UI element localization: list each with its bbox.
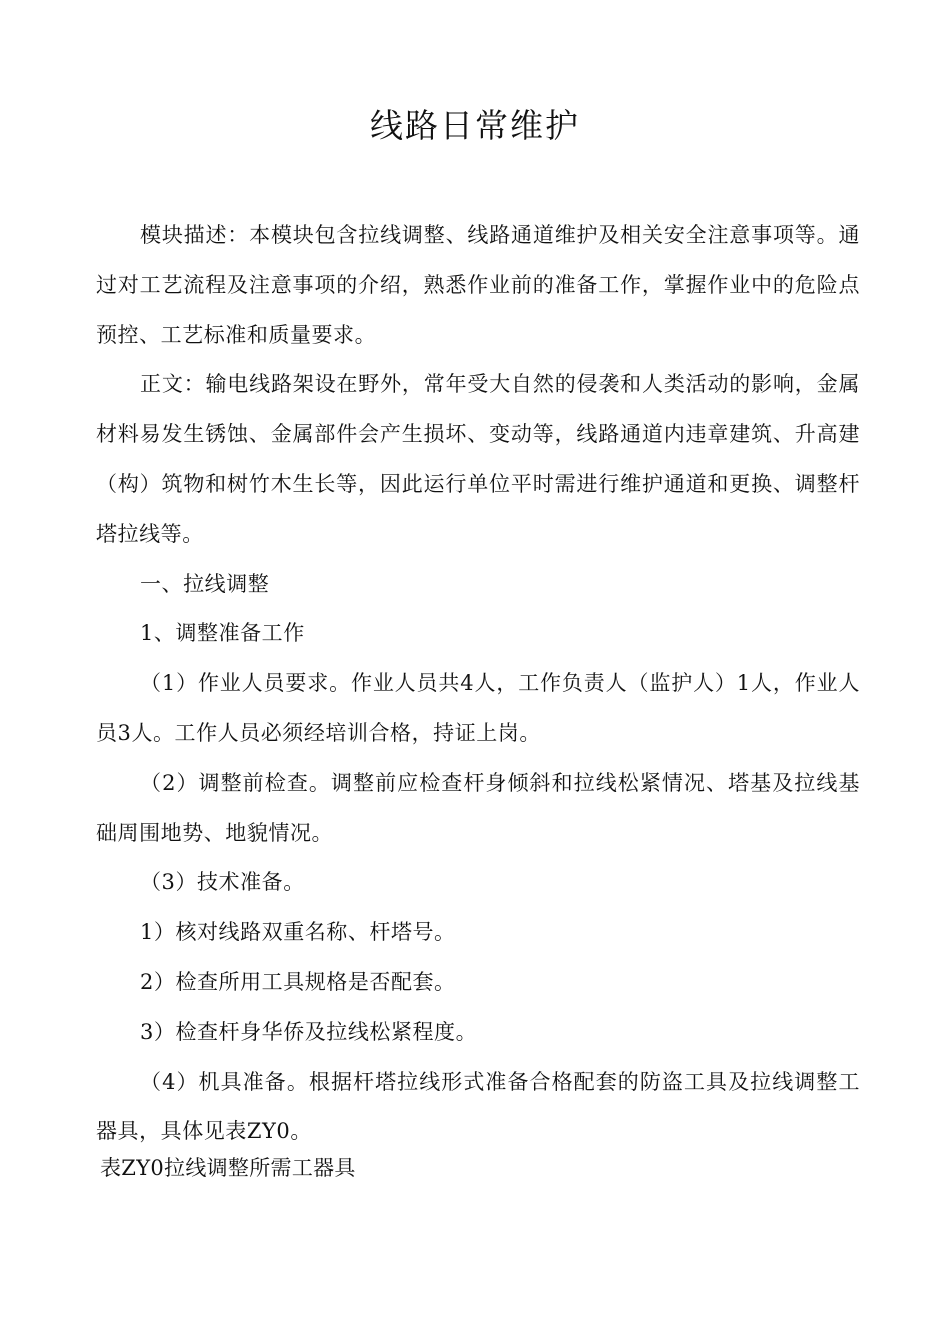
- list-item-3: 3）检查杆身华侨及拉线松紧程度。: [140, 1019, 478, 1044]
- paragraph-module-description: 模块描述：本模块包含拉线调整、线路通道维护及相关安全注意事项等。通过对工艺流程及注意事项的介绍，熟悉作业前的准备工作，掌握作业中的危险点预控、工艺标准和质量要求。: [96, 223, 860, 347]
- section-heading-guy-adjustment: 一、拉线调整: [140, 571, 270, 596]
- document-body: [96, 211, 860, 1157]
- paragraph-technical-prep: （3）技术准备。: [140, 870, 305, 895]
- paragraph-main-text: 正文：输电线路架设在野外，常年受大自然的侵袭和人类活动的影响，金属材料易发生锈蚀、金属部件会产生损坏、变动等，线路通道内违章建筑、升高建（构）筑物和树竹木生长等，因此运行单位平时需进行维护通道和更换、调整杆塔拉线等。: [96, 372, 860, 546]
- subsection-heading-preparation: 1、调整准备工作: [140, 621, 305, 646]
- table-caption: 表ZY0拉线调整所需工器具: [100, 1156, 356, 1180]
- paragraph-pre-inspection: （2）调整前检查。调整前应检查杆身倾斜和拉线松紧情况、塔基及拉线基础周围地势、地貌情况。: [96, 770, 860, 845]
- list-item-1: 1）核对线路双重名称、杆塔号。: [140, 920, 456, 945]
- paragraph-staff-requirements: （1）作业人员要求。作业人员共4人，工作负责人（监护人）1人，作业人员3人。工作人员必须经培训合格，持证上岗。: [96, 671, 860, 745]
- paragraph-equipment-prep: （4）机具准备。根据杆塔拉线形式准备合格配套的防盗工具及拉线调整工器具，具体见表ZY0。: [96, 1069, 860, 1144]
- list-item-2: 2）检查所用工具规格是否配套。: [140, 969, 456, 994]
- document-title: 线路日常维护: [370, 106, 580, 145]
